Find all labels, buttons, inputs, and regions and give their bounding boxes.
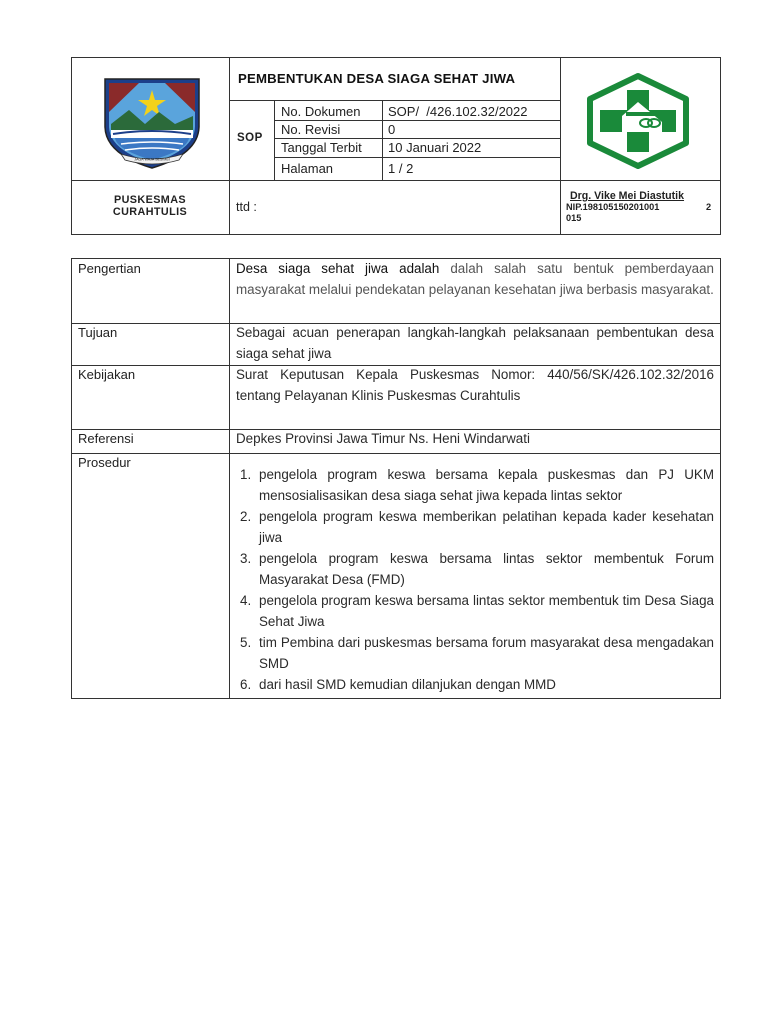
official-nip: NIP.198105150201001 [566,202,660,212]
procedure-step [234,590,714,632]
purpose-label: Tujuan [78,325,118,340]
procedure-step [234,506,714,548]
procedure-step-text: pengelola program keswa bersama lintas sektor membentuk Forum Masyarakat Desa (FMD) [259,551,714,587]
procedure-step [234,632,714,674]
divider [71,180,721,181]
procedure-step [234,464,714,506]
official-name: Drg. Vike Mei Diastutik [570,190,685,202]
revision-label: No. Revisi [281,122,341,137]
divider [274,120,560,121]
sop-label: SOP [237,132,263,144]
divider [274,138,560,139]
regency-coat-of-arms-icon [99,74,205,171]
procedure-step [234,674,714,695]
doc-number-label: No. Dokumen [281,104,361,119]
definition-rest: dalah salah satu bentuk pemberdayaan masyarakat melalui pendekatan pelayanan kesehatan jiwa berbasis masyarakat. [236,261,714,297]
official-nip-suffix: 2 [706,202,712,212]
definition-label: Pengertian [78,261,141,276]
purpose-text: Sebagai acuan penerapan langkah-langkah pelaksanaan pembentukan desa siaga sehat jiwa [236,325,714,361]
divider [382,100,383,180]
issue-date-value: 10 Januari 2022 [388,140,482,155]
procedure-step-number: 5. [240,635,252,650]
regency-logo [99,74,205,171]
divider [274,100,275,180]
signature-label: ttd : [236,200,257,214]
divider [71,453,721,454]
procedure-label: Prosedur [78,455,131,470]
puskesmas-logo [584,72,692,170]
issue-date-label: Tanggal Terbit [281,140,362,155]
procedure-step [234,548,714,590]
divider [274,157,560,158]
policy-text: Surat Keputusan Kepala Puskesmas Nomor: 440/56/SK/426.102.32/2016 tentang Pelayanan Klinis Puskesmas Curahtulis [236,367,714,403]
divider [229,57,230,235]
reference-text: Depkes Provinsi Jawa Timur Ns. Heni Windarwati [236,431,530,446]
procedure-step-number: 6. [240,677,252,692]
procedure-step-number: 4. [240,593,252,608]
puskesmas-logo-icon [584,72,692,170]
divider [229,100,560,101]
definition-text [236,258,714,300]
procedure-step-text: pengelola program keswa bersama lintas sektor membentuk tim Desa Siaga Sehat Jiwa [259,593,714,629]
document-title: PEMBENTUKAN DESA SIAGA SEHAT JIWA [238,71,516,86]
definition-lead: Desa siaga sehat jiwa adalah [236,261,440,276]
org-name-line2: CURAHTULIS [112,206,188,218]
procedure-step-text: pengelola program keswa bersama kepala puskesmas dan PJ UKM mensosialisasikan desa siaga sehat jiwa kepada lintas sektor [259,467,714,503]
procedure-step-number: 1. [240,467,252,482]
procedure-list [234,464,714,695]
doc-number-value: SOP/ /426.102.32/2022 [388,104,528,119]
logo-motto: JAGA WAJA SESIMBI [134,157,170,162]
divider [560,57,561,235]
official-nip-line2: 015 [566,213,582,223]
procedure-step-number: 2. [240,509,252,524]
policy-label: Kebijakan [78,367,136,382]
page-label: Halaman [281,161,334,176]
org-name-line1: PUSKESMAS [114,194,186,206]
procedure-step-text: tim Pembina dari puskesmas bersama forum masyarakat desa mengadakan SMD [259,635,714,671]
procedure-step-number: 3. [240,551,252,566]
procedure-list-container [234,464,714,695]
procedure-step-text: dari hasil SMD kemudian dilanjukan dengan MMD [259,677,556,692]
divider [229,258,230,699]
revision-value: 0 [388,122,396,137]
procedure-step-text: pengelola program keswa memberikan pelatihan kepada kader kesehatan jiwa [259,509,714,545]
page-value: 1 / 2 [388,161,414,176]
reference-label: Referensi [78,431,134,446]
